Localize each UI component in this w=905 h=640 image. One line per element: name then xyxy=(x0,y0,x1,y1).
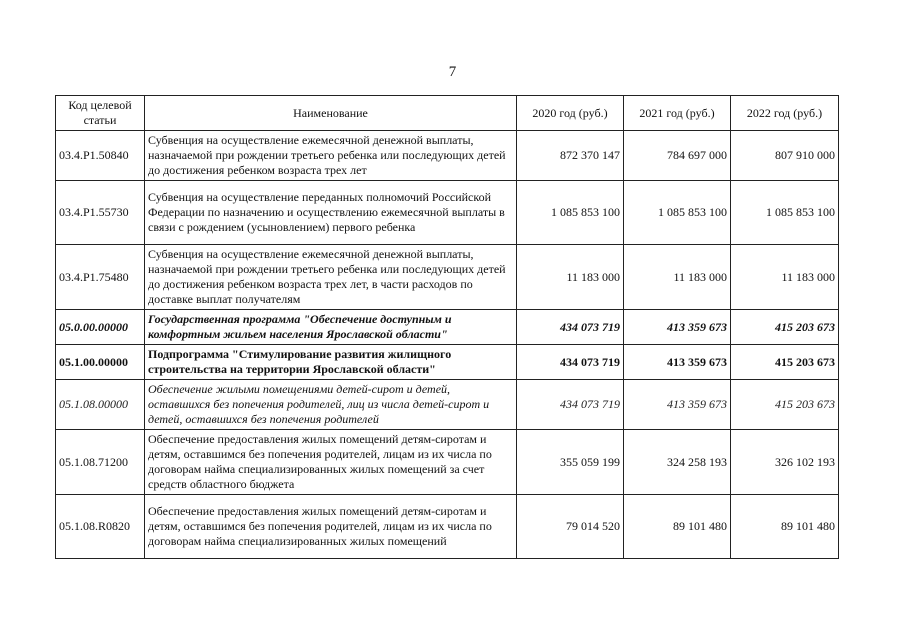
amount-2020-cell: 872 370 147 xyxy=(517,131,624,181)
table-header-row xyxy=(56,96,839,131)
table-row xyxy=(56,131,839,181)
amount-2020-cell: 434 073 719 xyxy=(517,380,624,430)
table-row xyxy=(56,430,839,495)
amount-2021-cell: 89 101 480 xyxy=(624,495,731,559)
budget-table xyxy=(55,95,839,559)
amount-2022-cell: 1 085 853 100 xyxy=(731,181,839,245)
code-cell: 03.4.P1.75480 xyxy=(56,245,145,310)
amount-2021-cell: 11 183 000 xyxy=(624,245,731,310)
code-cell: 03.4.P1.50840 xyxy=(56,131,145,181)
table-row xyxy=(56,310,839,345)
code-cell: 05.1.08.71200 xyxy=(56,430,145,495)
code-cell: 05.0.00.00000 xyxy=(56,310,145,345)
header-2020: 2020 год (руб.) xyxy=(517,96,624,131)
page-number: 7 xyxy=(448,64,457,80)
table-row xyxy=(56,380,839,430)
code-cell: 05.1.00.00000 xyxy=(56,345,145,380)
table-row xyxy=(56,345,839,380)
table-row xyxy=(56,181,839,245)
amount-2020-cell: 434 073 719 xyxy=(517,310,624,345)
amount-2021-cell: 324 258 193 xyxy=(624,430,731,495)
amount-2021-cell: 413 359 673 xyxy=(624,380,731,430)
name-cell: Подпрограмма "Стимулирование развития жилищного строительства на территории Ярославской области" xyxy=(145,345,517,380)
amount-2021-cell: 413 359 673 xyxy=(624,345,731,380)
name-cell: Обеспечение жилыми помещениями детей-сирот и детей, оставшихся без попечения родителей, лиц из числа детей-сирот и детей, оставшихся без попечения родителей xyxy=(145,380,517,430)
code-cell: 03.4.P1.55730 xyxy=(56,181,145,245)
header-2021: 2021 год (руб.) xyxy=(624,96,731,131)
amount-2020-cell: 1 085 853 100 xyxy=(517,181,624,245)
name-cell: Субвенция на осуществление ежемесячной денежной выплаты, назначаемой при рождении третьего ребенка или последующих детей до достижения ребенком возраста трех лет xyxy=(145,131,517,181)
amount-2021-cell: 1 085 853 100 xyxy=(624,181,731,245)
name-cell: Обеспечение предоставления жилых помещений детям-сиротам и детям, оставшимся без попечения родителей, лицам из их числа по договорам найма специализированных жилых помещений за счет средств областного бюджета xyxy=(145,430,517,495)
name-cell: Субвенция на осуществление переданных полномочий Российской Федерации по назначению и осуществлению ежемесячной выплаты в связи с рождением (усыновлением) первого ребенка xyxy=(145,181,517,245)
amount-2020-cell: 434 073 719 xyxy=(517,345,624,380)
amount-2020-cell: 79 014 520 xyxy=(517,495,624,559)
code-cell: 05.1.08.R0820 xyxy=(56,495,145,559)
amount-2022-cell: 807 910 000 xyxy=(731,131,839,181)
header-2022: 2022 год (руб.) xyxy=(731,96,839,131)
table-row xyxy=(56,495,839,559)
amount-2022-cell: 11 183 000 xyxy=(731,245,839,310)
amount-2021-cell: 784 697 000 xyxy=(624,131,731,181)
amount-2022-cell: 415 203 673 xyxy=(731,310,839,345)
amount-2022-cell: 415 203 673 xyxy=(731,380,839,430)
name-cell: Субвенция на осуществление ежемесячной денежной выплаты, назначаемой при рождении третьего ребенка или последующих детей до достижения ребенком возраста трех лет, в части расходов по доставке выплат получателям xyxy=(145,245,517,310)
amount-2022-cell: 415 203 673 xyxy=(731,345,839,380)
amount-2020-cell: 11 183 000 xyxy=(517,245,624,310)
amount-2022-cell: 326 102 193 xyxy=(731,430,839,495)
header-name: Наименование xyxy=(145,96,517,131)
amount-2020-cell: 355 059 199 xyxy=(517,430,624,495)
header-code: Код целевой статьи xyxy=(56,96,145,131)
amount-2022-cell: 89 101 480 xyxy=(731,495,839,559)
table-row xyxy=(56,245,839,310)
name-cell: Обеспечение предоставления жилых помещений детям-сиротам и детям, оставшимся без попечения родителей, лицам из их числа по договорам найма специализированных жилых помещений xyxy=(145,495,517,559)
code-cell: 05.1.08.00000 xyxy=(56,380,145,430)
name-cell: Государственная программа "Обеспечение доступным и комфортным жильем населения Ярославской области" xyxy=(145,310,517,345)
amount-2021-cell: 413 359 673 xyxy=(624,310,731,345)
